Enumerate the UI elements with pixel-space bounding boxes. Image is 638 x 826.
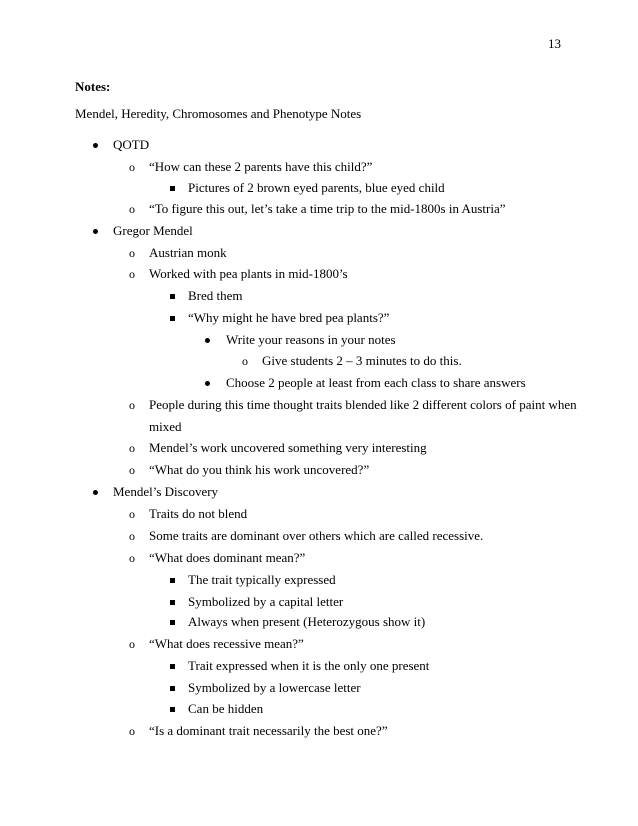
outline-item-text: The trait typically expressed bbox=[188, 572, 336, 587]
outline-item-text: Can be hidden bbox=[188, 701, 264, 716]
outline-item-text: People during this time thought traits blended like 2 different colors of paint when bbox=[149, 397, 577, 412]
bullet-square-icon bbox=[165, 594, 179, 610]
outline-item-text: Trait expressed when it is the only one present bbox=[188, 658, 430, 673]
outline-item-text: Give students 2 – 3 minutes to do this. bbox=[262, 353, 462, 368]
bullet-circle-icon: o bbox=[129, 637, 135, 651]
outline-item-text: Some traits are dominant over others which are called recessive. bbox=[149, 528, 484, 543]
bullet-circle-icon: o bbox=[129, 463, 135, 477]
outline-item-text: Pictures of 2 brown eyed parents, blue eyed child bbox=[188, 180, 445, 195]
outline-item-text: “What do you think his work uncovered?” bbox=[149, 462, 370, 477]
bullet-circle-icon: o bbox=[129, 267, 135, 281]
outline-item-text: Gregor Mendel bbox=[113, 223, 193, 238]
outline-item-text: Symbolized by a lowercase letter bbox=[188, 680, 361, 695]
notes-heading: Notes: bbox=[75, 79, 111, 94]
bullet-square-icon bbox=[165, 288, 179, 304]
outline-item-text: Mendel’s Discovery bbox=[113, 484, 219, 499]
bullet-dot-icon bbox=[200, 332, 214, 348]
bullet-square-icon bbox=[165, 180, 179, 196]
bullet-square-icon bbox=[165, 701, 179, 717]
outline-item-text: Write your reasons in your notes bbox=[226, 332, 396, 347]
notes-subtitle: Mendel, Heredity, Chromosomes and Phenotype Notes bbox=[75, 106, 362, 121]
bullet-circle-icon: o bbox=[129, 441, 135, 455]
outline-item-text: Austrian monk bbox=[149, 245, 227, 260]
bullet-dot-icon bbox=[88, 484, 102, 500]
bullet-circle-icon: o bbox=[129, 551, 135, 565]
bullet-circle-icon: o bbox=[129, 529, 135, 543]
outline-item-text: Symbolized by a capital letter bbox=[188, 594, 344, 609]
bullet-square-icon bbox=[165, 658, 179, 674]
bullet-square-icon bbox=[165, 310, 179, 326]
outline-item-text: “What does dominant mean?” bbox=[149, 550, 306, 565]
outline-item-text: mixed bbox=[149, 419, 182, 434]
bullet-circle-icon: o bbox=[129, 246, 135, 260]
bullet-square-icon bbox=[165, 680, 179, 696]
outline-item-text: Mendel’s work uncovered something very interesting bbox=[149, 440, 427, 455]
bullet-circle-icon: o bbox=[129, 160, 135, 174]
bullet-circle-icon: o bbox=[129, 724, 135, 738]
bullet-circle-icon: o bbox=[242, 354, 248, 368]
outline-item-text: Traits do not blend bbox=[149, 506, 248, 521]
outline-item-text: “Is a dominant trait necessarily the best one?” bbox=[149, 723, 388, 738]
bullet-square-icon bbox=[165, 614, 179, 630]
bullet-square-icon bbox=[165, 572, 179, 588]
outline-item-text: “To figure this out, let’s take a time trip to the mid-1800s in Austria” bbox=[149, 201, 506, 216]
outline-item-text: Choose 2 people at least from each class to share answers bbox=[226, 375, 526, 390]
bullet-circle-icon: o bbox=[129, 398, 135, 412]
outline-item-text: “How can these 2 parents have this child?” bbox=[149, 159, 373, 174]
outline-item-text: QOTD bbox=[113, 137, 150, 152]
outline-item-text: Worked with pea plants in mid-1800’s bbox=[149, 266, 348, 281]
outline-item-text: “Why might he have bred pea plants?” bbox=[188, 310, 390, 325]
bullet-circle-icon: o bbox=[129, 507, 135, 521]
bullet-dot-icon bbox=[200, 375, 214, 391]
page-number: 13 bbox=[548, 36, 561, 51]
outline-item-text: Always when present (Heterozygous show it) bbox=[188, 614, 426, 629]
bullet-dot-icon bbox=[88, 137, 102, 153]
bullet-circle-icon: o bbox=[129, 202, 135, 216]
outline-item-text: Bred them bbox=[188, 288, 243, 303]
outline-item-text: “What does recessive mean?” bbox=[149, 636, 304, 651]
bullet-dot-icon bbox=[88, 223, 102, 239]
